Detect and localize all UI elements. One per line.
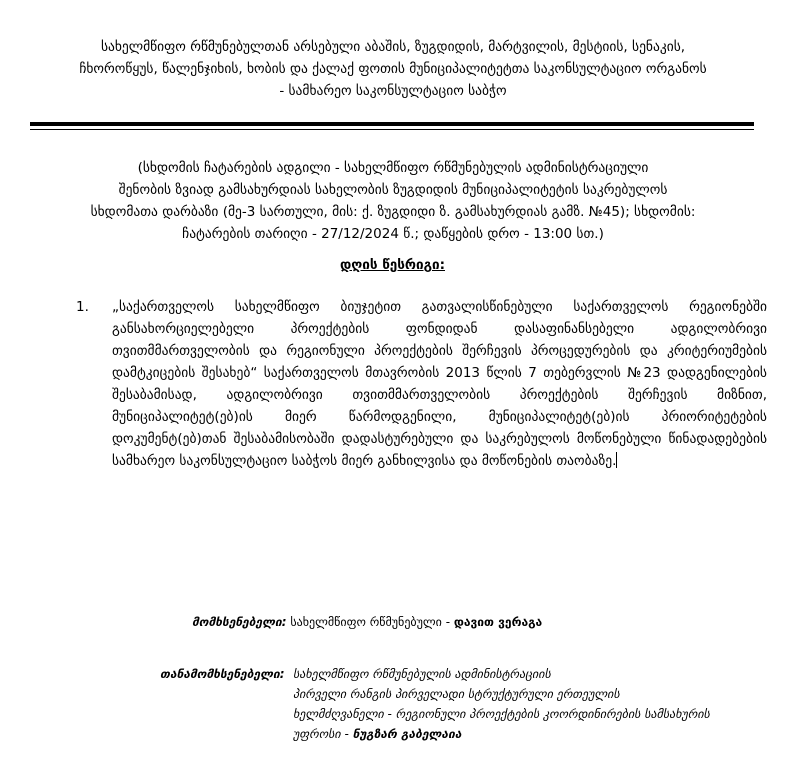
- co-speaker-label: თანამომხსენებელი:: [160, 667, 285, 681]
- meeting-line: (სხდომის ჩატარების ადგილი - სახელმწიფო რწმუნებულის ადმინისტრაციული: [137, 160, 649, 176]
- speaker-label: მომხსენებელი:: [192, 615, 287, 629]
- agenda-item-text: [112, 296, 767, 472]
- co-speaker-line: პირველი რანგის პირველადი სტრუქტურული ერთეულის: [293, 687, 620, 701]
- header-line: - სამხარეო საკონსულტაციო საბჭო: [279, 83, 507, 99]
- header-divider-thick: [30, 122, 754, 126]
- document-header: [40, 36, 746, 102]
- co-speaker-details: [293, 664, 710, 744]
- header-line: სახელმწიფო რწმუნებულთან არსებული აბაშის, ზუგდიდის, მარტვილის, მესტიის, სენაკის,: [100, 39, 686, 55]
- text-cursor: [616, 452, 617, 468]
- agenda-item-body: „საქართველოს სახელმწიფო ბიუჯეტით გათვალისწინებული საქართველოს რეგიონებში განსახორციელებელი პროექტების ფონდიდან დასაფინანსებელი ადგილობრივი თვითმმართველობის და რეგიონული პროექტების შერჩევის პროცედურების და კრიტერიუმების დამტკიცების შესახებ“ საქართველოს მთავრობის 2013 წლის 7 თებერვლის №23 დადგენილების შესაბამისად, ადგილობრივი თვითმმართველობის პროექტების შერჩევის მიზნით, მუნიციპალიტეტ(ებ)ის მიერ წარმოდგენილი, მუნიციპალიტეტ(ებ)ის პრიორიტეტების დოკუმენტ(ებ)თან შესაბამისობაში დადასტურებული და საკრებულოს მოწონებული წინადადებების სამხარეო საკონსულტაციო საბჭოს მიერ განხილვისა და მოწონების თაობაზე.: [112, 299, 767, 469]
- speaker-name: დავით ვერაგა: [453, 615, 543, 629]
- speaker: [192, 612, 542, 632]
- co-speaker-role: უფროსი -: [293, 727, 353, 741]
- co-speaker-line: [293, 724, 710, 744]
- header-line: ჩხოროწყუს, წალენჯიხის, ხობის და ქალაქ ფოთის მუნიციპალიტეტთა საკონსულტაციო ორგანოს: [79, 61, 707, 77]
- speaker-role: სახელმწიფო რწმუნებული -: [286, 615, 454, 629]
- meeting-line: ჩატარების თარიღი - 27/12/2024 წ.; დაწყების დრო - 13:00 სთ.): [182, 226, 604, 242]
- meeting-details: [40, 157, 746, 245]
- meeting-line: სხდომათა დარბაზი (მე-3 სართული, მის: ქ. ზუგდიდი ზ. გამსახურდიას გამზ. №45); სხდომის:: [90, 204, 696, 220]
- header-divider-thin: [30, 129, 754, 130]
- agenda-title: დღის წესრიგი:: [340, 257, 445, 273]
- agenda-item-number: 1.: [76, 299, 89, 315]
- co-speaker-line: ხელმძღვანელი - რეგიონული პროექტების კოორდინირების სამსახურის: [293, 707, 710, 721]
- meeting-line: შენობის ზვიად გამსახურდიას სახელობის ზუგდიდის მუნიციპალიტეტის საკრებულოს: [118, 182, 668, 198]
- co-speaker-line: სახელმწიფო რწმუნებულის ადმინისტრაციის: [293, 667, 551, 681]
- co-speaker-name: ნუგზარ გაბელაია: [352, 727, 462, 741]
